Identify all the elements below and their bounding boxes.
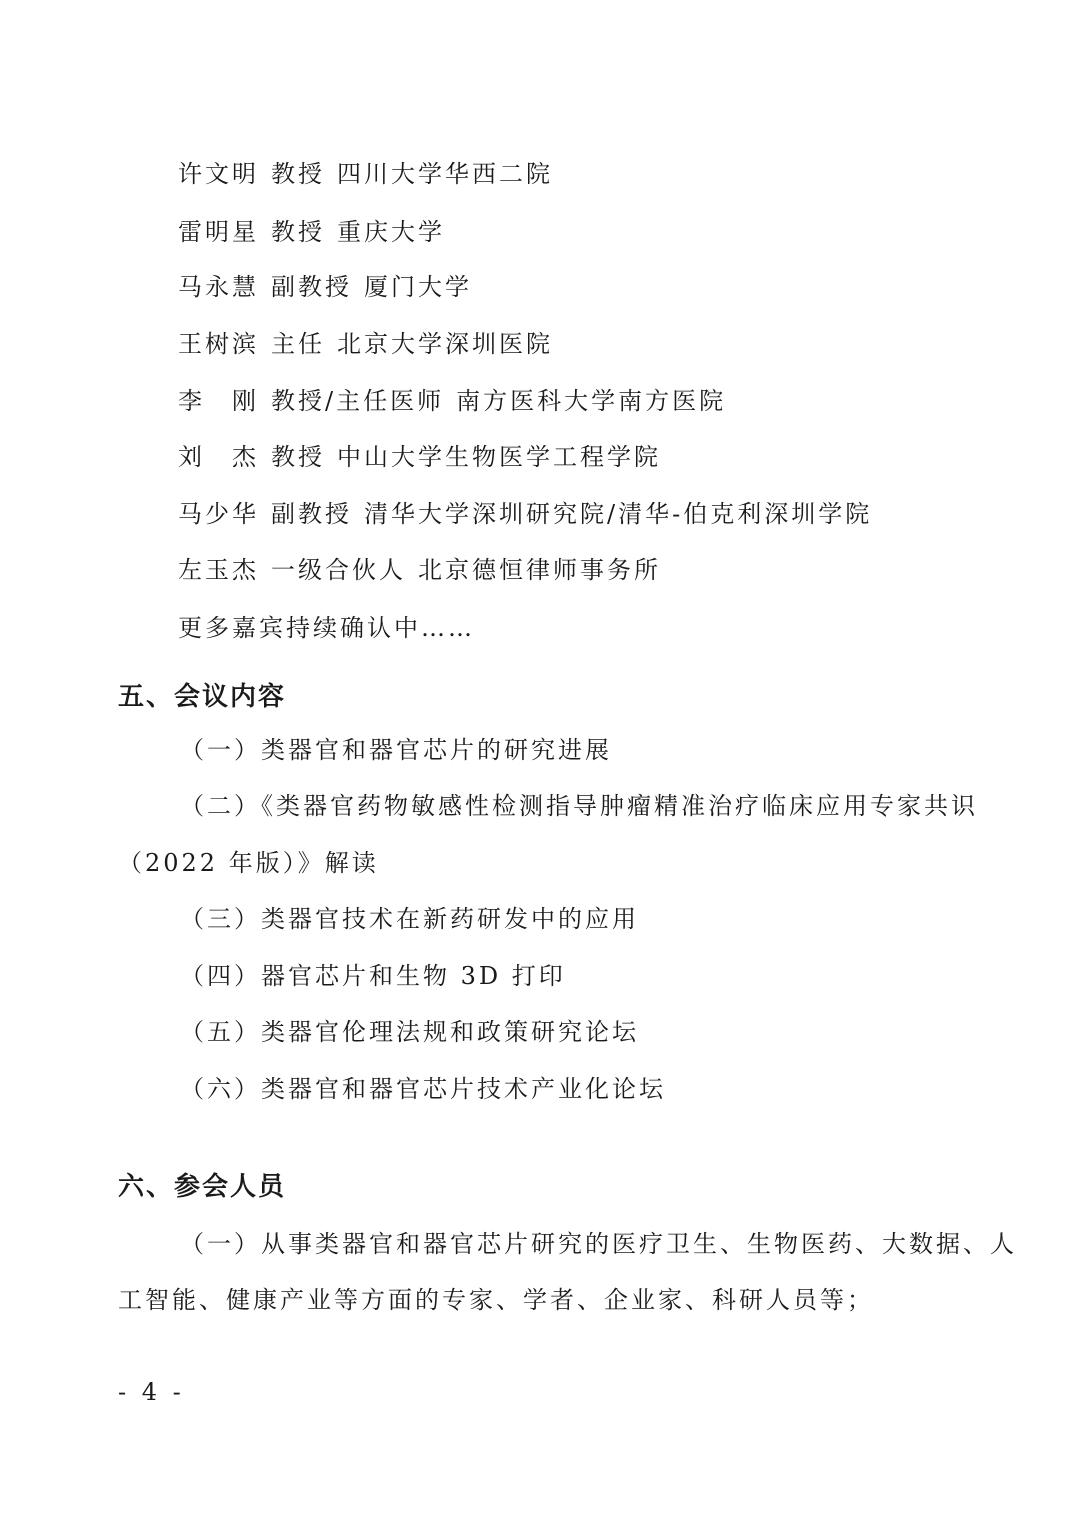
speaker-name: 左玉杰 — [178, 556, 259, 584]
speaker-title: 副教授 — [271, 273, 352, 301]
agenda-item: （二）《类器官药物敏感性检测指导肿瘤精准治疗临床应用专家共识 — [180, 792, 978, 820]
speaker-affiliation: 北京大学深圳医院 — [337, 330, 553, 358]
speaker-title: 教授 — [271, 443, 325, 471]
agenda-item-continuation: （2022 年版）》解读 — [118, 849, 379, 877]
agenda-item: （一）类器官和器官芯片的研究进展 — [180, 736, 612, 764]
page-number: - 4 - — [118, 1378, 185, 1406]
more-guests-note: 更多嘉宾持续确认中…… — [178, 614, 475, 642]
speaker-name: 李 刚 — [178, 387, 259, 415]
section-heading-attendees: 六、参会人员 — [118, 1172, 287, 1202]
agenda-item: （五）类器官伦理法规和政策研究论坛 — [180, 1018, 639, 1046]
speaker-name: 刘 杰 — [178, 443, 259, 471]
speaker-affiliation: 清华大学深圳研究院/清华-伯克利深圳学院 — [364, 500, 873, 528]
speaker-row — [178, 498, 872, 530]
speaker-row — [178, 441, 661, 473]
attendees-paragraph-line: （一）从事类器官和器官芯片研究的医疗卫生、生物医药、大数据、人 — [180, 1230, 1017, 1258]
speaker-name: 许文明 — [178, 160, 259, 188]
speaker-title: 主任 — [271, 330, 325, 358]
speaker-row — [178, 328, 553, 360]
speaker-title: 一级合伙人 — [271, 556, 406, 584]
speaker-title: 副教授 — [271, 500, 352, 528]
speaker-affiliation: 厦门大学 — [364, 273, 472, 301]
speaker-title: 教授/主任医师 — [271, 387, 445, 415]
section-heading-agenda: 五、会议内容 — [118, 682, 287, 712]
speaker-affiliation: 重庆大学 — [337, 218, 445, 246]
speaker-row — [178, 554, 661, 586]
speaker-title: 教授 — [271, 160, 325, 188]
agenda-item: （六）类器官和器官芯片技术产业化论坛 — [180, 1075, 666, 1103]
speaker-name: 马少华 — [178, 500, 259, 528]
speaker-affiliation: 中山大学生物医学工程学院 — [337, 443, 661, 471]
attendees-paragraph-line: 工智能、健康产业等方面的专家、学者、企业家、科研人员等； — [118, 1286, 874, 1314]
speaker-row — [178, 385, 726, 417]
speaker-row — [178, 216, 445, 248]
speaker-name: 王树滨 — [178, 330, 259, 358]
speaker-row — [178, 271, 472, 303]
speaker-title: 教授 — [271, 218, 325, 246]
agenda-item: （三）类器官技术在新药研发中的应用 — [180, 905, 639, 933]
speaker-name: 马永慧 — [178, 273, 259, 301]
speaker-row — [178, 158, 553, 190]
speaker-affiliation: 北京德恒律师事务所 — [418, 556, 661, 584]
agenda-item: （四）器官芯片和生物 3D 打印 — [180, 962, 566, 990]
speaker-affiliation: 南方医科大学南方医院 — [456, 387, 727, 415]
speaker-affiliation: 四川大学华西二院 — [337, 160, 553, 188]
speaker-name: 雷明星 — [178, 218, 259, 246]
